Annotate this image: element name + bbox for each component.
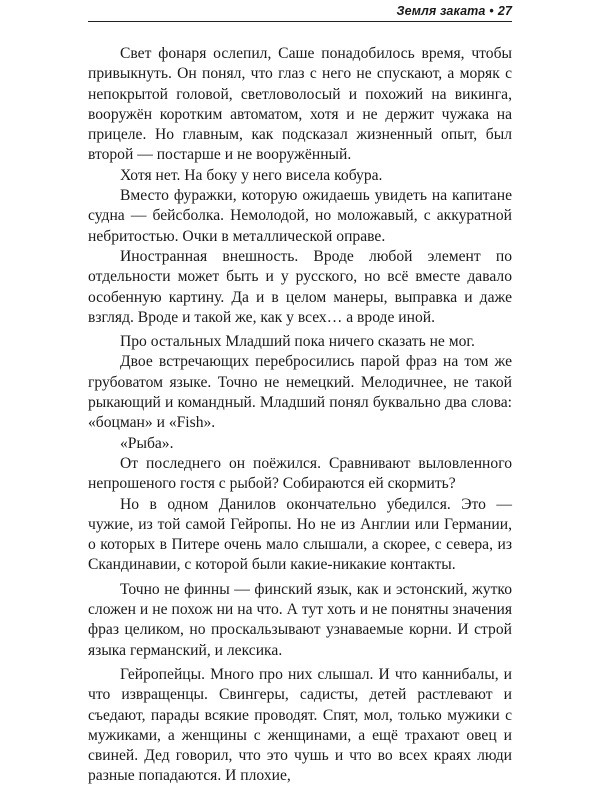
paragraph: Иностранная внешность. Вроде любой элемент по отдельности может быть и у русского, но всё вместе давало особенную картину. Да и в целом манеры, выправка и даже взгляд. Вроде и такой же, как у всех… а вроде иной. <box>88 247 512 326</box>
body-text <box>88 44 512 787</box>
header-rule <box>88 21 512 22</box>
page-number: 27 <box>497 4 512 18</box>
paragraph: Вместо фуражки, которую ожидаешь увидеть на капитане судна — бейсболка. Немолодой, но моложавый, с аккуратной небритостью. Очки в металлической оправе. <box>88 187 512 245</box>
paragraph: Про остальных Младший пока ничего сказать не мог. <box>120 333 475 351</box>
running-header <box>88 4 512 22</box>
paragraph: Точно не финны — финский язык, как и эстонский, жутко сложен и не похож ни на что. А тут хоть и не понятны значения фраз целиком, но проскальзывают узнаваемые корни. И строй языка германский, и лексика. <box>88 580 512 659</box>
paragraph: Двое встречающих перебросились парой фраз на том же грубоватом языке. Точно не немецкий. Мелодичнее, не такой рыкающий и командный. Младший понял буквально два слова: «боцман» и «Fish». <box>88 353 512 432</box>
header-separator: • <box>489 4 494 18</box>
paragraph: Хотя нет. На боку у него висела кобура. <box>120 166 383 184</box>
paragraph: От последнего он поёжился. Сравнивают выловленного непрошеного гостя с рыбой? Собираются ей скормить? <box>88 454 512 493</box>
paragraph: Свет фонаря ослепил, Саше понадобилось время, чтобы привыкнуть. Он понял, что глаз с него не спускают, а моряк с непокрытой головой, светловолосый и похожий на викинга, вооружён коротким автоматом, хотя и не держит чужака на прицеле. Но главным, как подсказал жизненный опыт, был второй — постарше и не вооружённый. <box>88 45 512 164</box>
paragraph: Гейропейцы. Много про них слышал. И что каннибалы, и что извращенцы. Свингеры, садисты, детей растлевают и съедают, парады всякие проводят. Спят, мол, только мужики с мужиками, а женщины с женщинами, а ещё трахают овец и свиней. Дед говорил, что это чушь и что во всех краях люди разные попадаются. И плохие, <box>88 665 512 785</box>
paragraph: Но в одном Данилов окончательно убедился. Это — чужие, из той самой Гейропы. Но не из Англии или Германии, о которых в Питере очень мало слышали, а скорее, с севера, из Скандинавии, с которой были какие-никакие контакты. <box>88 495 512 574</box>
book-title: Земля заката <box>396 4 486 18</box>
paragraph: «Рыба». <box>120 434 174 452</box>
